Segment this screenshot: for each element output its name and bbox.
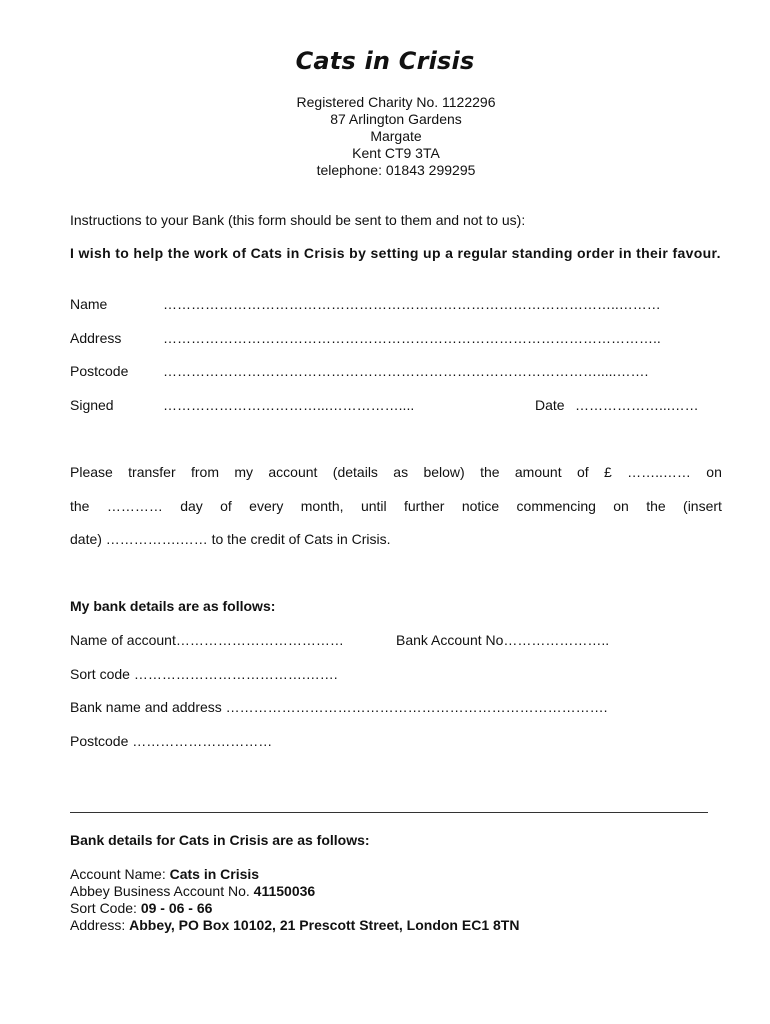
transfer-word[interactable]: ……..…… (627, 464, 691, 480)
transfer-word: further (403, 498, 445, 514)
address-line-1: 87 Arlington Gardens (330, 111, 462, 127)
address-field[interactable]: …………………………………………………………………………………………….. (163, 330, 661, 346)
charity-bank-heading: Bank details for Cats in Crisis are as follows: (70, 832, 370, 848)
charity-account-number (70, 883, 315, 899)
transfer-word: of (576, 464, 589, 480)
transfer-word: from (191, 464, 219, 480)
bank-postcode-field[interactable]: Postcode ………………………… (70, 733, 273, 749)
charity-account-number-value: 41150036 (253, 883, 316, 899)
telephone: telephone: 01843 299295 (316, 162, 476, 178)
transfer-word[interactable]: ………… (106, 498, 163, 514)
charity-sort-code (70, 900, 212, 916)
transfer-word: (details (332, 464, 378, 480)
pledge-statement: I wish to help the work of Cats in Crisis by setting up a regular standing order in their favour. (70, 245, 721, 261)
bank-name-address-field[interactable]: Bank name and address ………………………………………………………………………. (70, 699, 608, 715)
transfer-word: the (70, 498, 90, 514)
transfer-word: account (268, 464, 318, 480)
transfer-word: commencing (516, 498, 596, 514)
charity-account-name-value: Cats in Crisis (169, 866, 260, 882)
transfer-line-3: date) …………….…… to the credit of Cats in Crisis. (70, 531, 391, 547)
address-label: Address (70, 330, 122, 346)
transfer-word: my (234, 464, 254, 480)
address-line-2: Margate (370, 128, 422, 144)
address-line-3: Kent CT9 3TA (352, 145, 440, 161)
charity-number: Registered Charity No. 1122296 (296, 94, 496, 110)
transfer-word: transfer (128, 464, 176, 480)
name-field[interactable]: ……………………………………………………………………………………..……… (163, 296, 661, 312)
my-bank-heading: My bank details are as follows: (70, 598, 276, 614)
transfer-word: below) (423, 464, 465, 480)
account-name-field[interactable]: Name of account……………………………… (70, 632, 344, 648)
charity-bank-address (70, 917, 519, 933)
transfer-word: the (646, 498, 666, 514)
transfer-word: notice (461, 498, 500, 514)
charity-account-name (70, 866, 259, 882)
account-number-field[interactable]: Bank Account No………………….. (396, 632, 610, 648)
date-field[interactable]: ………………...…… (575, 397, 699, 413)
date-label: Date (535, 397, 565, 413)
transfer-word: (insert (683, 498, 722, 514)
transfer-word: £ (604, 464, 612, 480)
transfer-word: on (706, 464, 722, 480)
bank-instructions: Instructions to your Bank (this form should be sent to them and not to us): (70, 212, 526, 228)
transfer-word: until (360, 498, 387, 514)
charity-sort-code-label: Sort Code: (70, 900, 141, 916)
sort-code-field[interactable]: Sort code ……………………………….……. (70, 666, 338, 682)
charity-sort-code-value: 09 - 06 - 66 (140, 900, 213, 916)
transfer-word: on (613, 498, 629, 514)
transfer-word: the (480, 464, 500, 480)
transfer-word: every (249, 498, 284, 514)
postcode-label: Postcode (70, 363, 129, 379)
charity-bank-address-label: Address: (70, 917, 130, 933)
divider (70, 812, 708, 813)
transfer-word: of (220, 498, 232, 514)
page-title: Cats in Crisis (295, 47, 475, 75)
transfer-word: month, (300, 498, 344, 514)
transfer-word: amount (514, 464, 562, 480)
transfer-line-2 (70, 498, 722, 514)
name-label: Name (70, 296, 108, 312)
transfer-word: as (393, 464, 409, 480)
charity-account-name-label: Account Name: (70, 866, 170, 882)
transfer-word: day (180, 498, 203, 514)
charity-bank-address-value: Abbey, PO Box 10102, 21 Prescott Street, London EC1 8TN (129, 917, 520, 933)
signed-label: Signed (70, 397, 114, 413)
signature-field[interactable]: ……………………………...…………….... (163, 397, 415, 413)
transfer-line-1 (70, 464, 722, 480)
transfer-word: Please (70, 464, 113, 480)
charity-account-number-label: Abbey Business Account No. (70, 883, 254, 899)
postcode-field[interactable]: ………………………………………………………………………………….....……. (163, 363, 649, 379)
